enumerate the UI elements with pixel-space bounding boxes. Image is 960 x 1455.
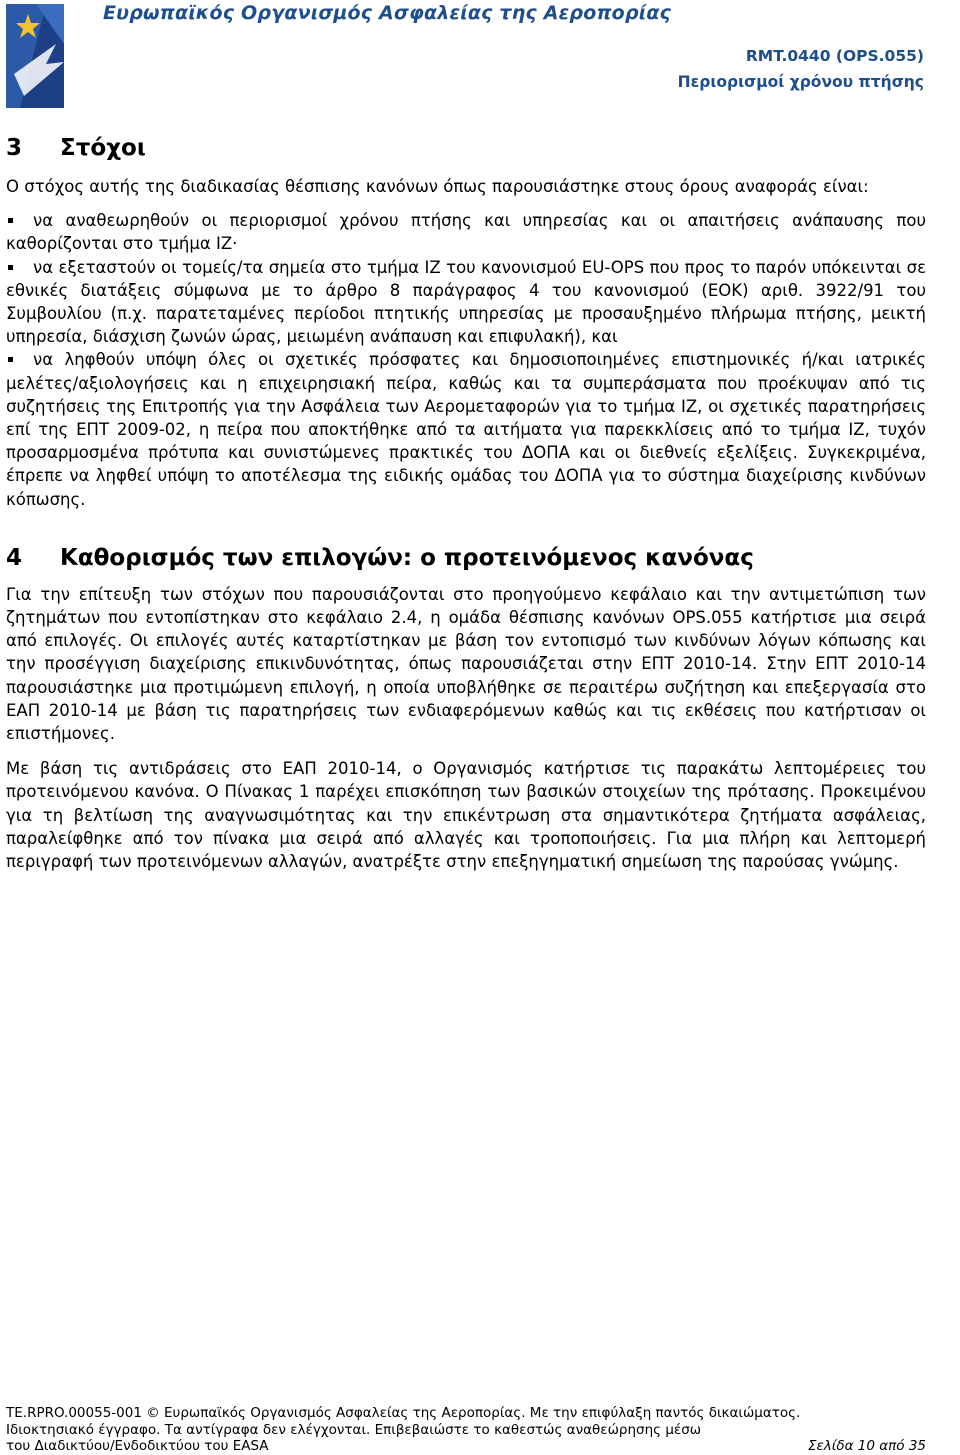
organization-name: Ευρωπαϊκός Οργανισμός Ασφαλείας της Αεροπορίας (103, 2, 672, 24)
section-4-paragraph: Με βάση τις αντιδράσεις στο ΕΑΠ 2010-14, ο Οργανισμός κατήρτισε τις παρακάτω λεπτομέρειες του προτεινόμενου κανόνα. Ο Πίνακας 1 παρέχει επισκόπηση των βασικών στοιχείων της πρότασης. Προκειμένου για τη βελτίωση της αναγνωσιμότητας και την επικέντρωση στα σημαντικότερα ζητήματα ασφάλειας, παραλείφθηκε από τον πίνακα μια σειρά από αλλαγές και τροποποιήσεις. Για μια πλήρη και λεπτομερή περιγραφή των προτεινόμενων αλλαγών, ανατρέξτε στην επεξηγηματική σημείωση της παρούσας γνώμης. (6, 759, 926, 872)
objective-item (6, 348, 926, 510)
section-3-heading (6, 135, 926, 161)
easa-logo-graphic (6, 4, 64, 108)
document-subtitle: Περιορισμοί χρόνου πτήσης (677, 73, 924, 91)
objective-text: να ληφθούν υπόψη όλες οι σχετικές πρόσφατες και δημοσιοποιημένες επιστημονικές ή/και ιατρικές μελέτες/αξιολογήσεις και η επιχειρησιακή πείρα, καθώς και τα συμπεράσματα που προέκυψαν από τις συζητήσεις της Επιτροπής για την Ασφάλεια των Αερομεταφορών για το τμήμα ΙΖ, οι σχετικές παρατηρήσεις επί της ΕΠΤ 2009-02, η πείρα που αποκτήθηκε από τα αιτήματα για παρεκκλίσεις από το τμήμα ΙΖ, τυχόν προσαρμοσμένα πρότυπα και συνιστώμενες πρακτικές του ΔΟΠΑ και οι διεθνείς εξελίξεις. Συγκεκριμένα, έπρεπε να ληφθεί υπόψη το αποτέλεσμα της ειδικής ομάδας του ΔΟΠΑ για το σύστημα διαχείρισης κινδύνων κόπωσης. (6, 350, 926, 509)
bullet-marker (8, 357, 13, 362)
section-3-title: Στόχοι (60, 135, 146, 161)
page-number: Σελίδα 10 από 35 (807, 1438, 926, 1454)
objective-item (6, 209, 926, 255)
footer-copyright: TE.RPRO.00055-001 © Ευρωπαϊκός Οργανισμός Ασφαλείας της Αεροπορίας. Με την επιφύλαξη παντός δικαιώματος. (6, 1405, 801, 1421)
document-body (6, 135, 926, 873)
objectives-list (6, 209, 926, 511)
section-3-intro: Ο στόχος αυτής της διαδικασίας θέσπισης κανόνων όπως παρουσιάστηκε στους όρους αναφοράς είναι: (6, 177, 869, 196)
objective-text: να εξεταστούν οι τομείς/τα σημεία στο τμήμα ΙΖ του κανονισμού EU-OPS που προς το παρόν υπόκεινται σε εθνικές διατάξεις σύμφωνα με το άρθρο 8 παράγραφος 4 του κανονισμού (ΕΟΚ) αριθ. 3922/91 του Συμβουλίου (π.χ. παρατεταμένες περίοδοι πτητικής υπηρεσίας με προσαυξημένο πλήρωμα πτήσης, μεικτή υπηρεσία, διάσχιση ζωνών ώρας, μειωμένη ανάπαυση και επιφυλακή), και (6, 257, 926, 347)
bullet-marker (8, 218, 13, 223)
objective-item (6, 256, 926, 349)
footer-disclaimer: Ιδιοκτησιακό έγγραφο. Τα αντίγραφα δεν ελέγχονται. Επιβεβαιώστε το καθεστώς αναθεώρησης μέσω (6, 1421, 702, 1438)
page-footer (6, 1405, 926, 1455)
section-4-title: Καθορισμός των επιλογών: ο προτεινόμενος κανόνας (60, 544, 754, 571)
footer-source: του Διαδικτύου/Ενδοδικτύου του EASA (6, 1438, 269, 1454)
easa-logo (6, 4, 64, 108)
section-4-paragraph: Για την επίτευξη των στόχων που παρουσιάζονται στο προηγούμενο κεφάλαιο και την αντιμετώπιση των ζητημάτων που εντοπίστηκαν στο κεφάλαιο 2.4, η ομάδα θέσπισης κανόνων OPS.055 κατήρτισε μια σειρά από επιλογές. Οι επιλογές αυτές καταρτίστηκαν με βάση τον εντοπισμό των κινδύνων λόγων κόπωσης και την προσέγγιση διαχείρισης επικινδυνότητας, όπως παρουσιάζεται στην ΕΠΤ 2010-14. Στην ΕΠΤ 2010-14 παρουσιάστηκε μια προτιμώμενη επιλογή, η οποία υποβλήθηκε σε περαιτέρω συζήτηση και επεξεργασία στο ΕΑΠ 2010-14 με βάση τις παρατηρήσεις των ενδιαφερόμενων καθώς και τις εκθέσεις που κατήρτισαν οι επιστήμονες. (6, 584, 926, 744)
section-3-number: 3 (6, 135, 23, 161)
section-4-heading (6, 545, 926, 571)
objective-text: να αναθεωρηθούν οι περιορισμοί χρόνου πτήσης και υπηρεσίας και οι απαιτήσεις ανάπαυσης που καθορίζονται στο τμήμα ΙΖ· (6, 211, 926, 254)
bullet-marker (8, 265, 13, 270)
document-reference: RMT.0440 (OPS.055) (745, 47, 924, 65)
section-4-number: 4 (6, 544, 23, 571)
